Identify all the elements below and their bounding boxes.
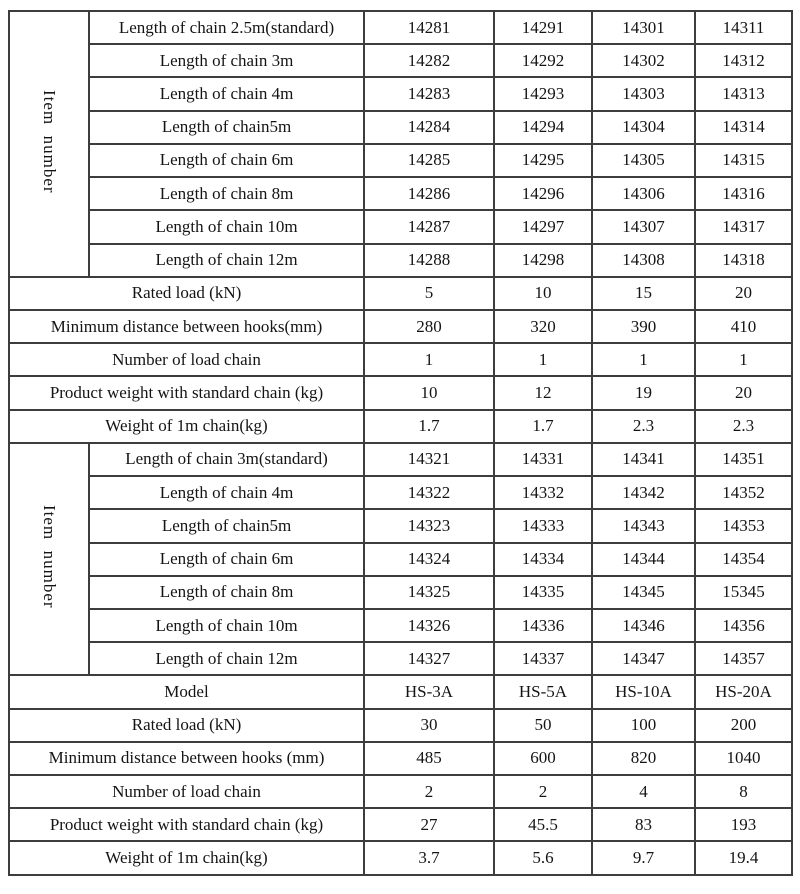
value-cell: 14335 bbox=[494, 576, 592, 609]
item-number-vertical-label: Item number bbox=[40, 89, 59, 194]
value-cell: 14344 bbox=[592, 543, 695, 576]
value-cell: 14316 bbox=[695, 177, 792, 210]
value-cell: 14294 bbox=[494, 111, 592, 144]
value-cell: 20 bbox=[695, 376, 792, 409]
value-cell: 27 bbox=[364, 808, 494, 841]
item-number-vertical-label: Item number bbox=[40, 504, 59, 609]
row-label: Minimum distance between hooks (mm) bbox=[9, 742, 364, 775]
value-cell: 1 bbox=[494, 343, 592, 376]
table-row bbox=[9, 44, 792, 77]
row-label: Length of chain 10m bbox=[89, 210, 364, 243]
value-cell: 14351 bbox=[695, 443, 792, 476]
value-cell: 200 bbox=[695, 709, 792, 742]
table-row bbox=[9, 310, 792, 343]
table-row bbox=[9, 376, 792, 409]
value-cell: 14287 bbox=[364, 210, 494, 243]
value-cell: 14352 bbox=[695, 476, 792, 509]
table-row bbox=[9, 11, 792, 44]
value-cell: 390 bbox=[592, 310, 695, 343]
row-label: Length of chain 6m bbox=[89, 144, 364, 177]
table-row bbox=[9, 642, 792, 675]
value-cell: 45.5 bbox=[494, 808, 592, 841]
value-cell: 14321 bbox=[364, 443, 494, 476]
value-cell: 14315 bbox=[695, 144, 792, 177]
value-cell: HS-5A bbox=[494, 675, 592, 708]
value-cell: 193 bbox=[695, 808, 792, 841]
row-label: Rated load (kN) bbox=[9, 709, 364, 742]
value-cell: 1.7 bbox=[494, 410, 592, 443]
row-label: Product weight with standard chain (kg) bbox=[9, 376, 364, 409]
value-cell: 83 bbox=[592, 808, 695, 841]
value-cell: 14331 bbox=[494, 443, 592, 476]
table-row bbox=[9, 277, 792, 310]
value-cell: 10 bbox=[364, 376, 494, 409]
value-cell: 15345 bbox=[695, 576, 792, 609]
value-cell: 14307 bbox=[592, 210, 695, 243]
table-row bbox=[9, 841, 792, 875]
value-cell: 320 bbox=[494, 310, 592, 343]
value-cell: 14322 bbox=[364, 476, 494, 509]
row-label: Length of chain 12m bbox=[89, 244, 364, 277]
value-cell: 15 bbox=[592, 277, 695, 310]
value-cell: 2.3 bbox=[695, 410, 792, 443]
value-cell: HS-10A bbox=[592, 675, 695, 708]
row-label: Length of chain5m bbox=[89, 509, 364, 542]
value-cell: 14297 bbox=[494, 210, 592, 243]
value-cell: 14327 bbox=[364, 642, 494, 675]
row-label: Rated load (kN) bbox=[9, 277, 364, 310]
value-cell: 14312 bbox=[695, 44, 792, 77]
value-cell: 30 bbox=[364, 709, 494, 742]
item-number-header-cell bbox=[9, 443, 89, 676]
table-row bbox=[9, 77, 792, 110]
value-cell: 14282 bbox=[364, 44, 494, 77]
value-cell: 14326 bbox=[364, 609, 494, 642]
value-cell: 5 bbox=[364, 277, 494, 310]
value-cell: 14295 bbox=[494, 144, 592, 177]
value-cell: 14311 bbox=[695, 11, 792, 44]
row-label: Length of chain 4m bbox=[89, 77, 364, 110]
value-cell: 3.7 bbox=[364, 841, 494, 875]
value-cell: 14334 bbox=[494, 543, 592, 576]
table-row bbox=[9, 244, 792, 277]
value-cell: 14357 bbox=[695, 642, 792, 675]
value-cell: 14345 bbox=[592, 576, 695, 609]
value-cell: 5.6 bbox=[494, 841, 592, 875]
table-row bbox=[9, 576, 792, 609]
value-cell: 14336 bbox=[494, 609, 592, 642]
value-cell: 14303 bbox=[592, 77, 695, 110]
value-cell: 14283 bbox=[364, 77, 494, 110]
value-cell: 1 bbox=[592, 343, 695, 376]
table-row bbox=[9, 808, 792, 841]
row-label: Length of chain 3m bbox=[89, 44, 364, 77]
value-cell: 14318 bbox=[695, 244, 792, 277]
row-label: Length of chain 10m bbox=[89, 609, 364, 642]
value-cell: 14333 bbox=[494, 509, 592, 542]
value-cell: 1 bbox=[364, 343, 494, 376]
value-cell: 14343 bbox=[592, 509, 695, 542]
row-label: Length of chain5m bbox=[89, 111, 364, 144]
table-row bbox=[9, 509, 792, 542]
value-cell: 14353 bbox=[695, 509, 792, 542]
table-row bbox=[9, 742, 792, 775]
value-cell: 14281 bbox=[364, 11, 494, 44]
value-cell: 14304 bbox=[592, 111, 695, 144]
table-row bbox=[9, 210, 792, 243]
row-label: Length of chain 6m bbox=[89, 543, 364, 576]
table-row bbox=[9, 709, 792, 742]
value-cell: 1.7 bbox=[364, 410, 494, 443]
value-cell: 14342 bbox=[592, 476, 695, 509]
value-cell: 14324 bbox=[364, 543, 494, 576]
value-cell: 20 bbox=[695, 277, 792, 310]
value-cell: HS-3A bbox=[364, 675, 494, 708]
table-row bbox=[9, 543, 792, 576]
value-cell: 2.3 bbox=[592, 410, 695, 443]
row-label: Weight of 1m chain(kg) bbox=[9, 410, 364, 443]
item-number-header-cell bbox=[9, 11, 89, 277]
row-label: Length of chain 2.5m(standard) bbox=[89, 11, 364, 44]
value-cell: 14286 bbox=[364, 177, 494, 210]
value-cell: 14337 bbox=[494, 642, 592, 675]
value-cell: 8 bbox=[695, 775, 792, 808]
row-label: Number of load chain bbox=[9, 775, 364, 808]
table-row bbox=[9, 675, 792, 708]
value-cell: 14346 bbox=[592, 609, 695, 642]
row-label: Number of load chain bbox=[9, 343, 364, 376]
value-cell: 9.7 bbox=[592, 841, 695, 875]
value-cell: 1 bbox=[695, 343, 792, 376]
table-row bbox=[9, 410, 792, 443]
value-cell: 14308 bbox=[592, 244, 695, 277]
value-cell: 820 bbox=[592, 742, 695, 775]
value-cell: 100 bbox=[592, 709, 695, 742]
value-cell: 14317 bbox=[695, 210, 792, 243]
value-cell: 14354 bbox=[695, 543, 792, 576]
value-cell: 14301 bbox=[592, 11, 695, 44]
value-cell: 1040 bbox=[695, 742, 792, 775]
table-row bbox=[9, 775, 792, 808]
value-cell: 4 bbox=[592, 775, 695, 808]
value-cell: 14313 bbox=[695, 77, 792, 110]
table-row bbox=[9, 177, 792, 210]
value-cell: 10 bbox=[494, 277, 592, 310]
value-cell: 19.4 bbox=[695, 841, 792, 875]
value-cell: 410 bbox=[695, 310, 792, 343]
value-cell: 14332 bbox=[494, 476, 592, 509]
value-cell: 14323 bbox=[364, 509, 494, 542]
value-cell: 14325 bbox=[364, 576, 494, 609]
row-label: Model bbox=[9, 675, 364, 708]
value-cell: 14296 bbox=[494, 177, 592, 210]
table-row bbox=[9, 443, 792, 476]
value-cell: 14341 bbox=[592, 443, 695, 476]
row-label: Product weight with standard chain (kg) bbox=[9, 808, 364, 841]
row-label: Length of chain 12m bbox=[89, 642, 364, 675]
row-label: Weight of 1m chain(kg) bbox=[9, 841, 364, 875]
value-cell: 14284 bbox=[364, 111, 494, 144]
value-cell: 600 bbox=[494, 742, 592, 775]
row-label: Minimum distance between hooks(mm) bbox=[9, 310, 364, 343]
value-cell: 280 bbox=[364, 310, 494, 343]
table-row bbox=[9, 476, 792, 509]
value-cell: 14302 bbox=[592, 44, 695, 77]
value-cell: 14306 bbox=[592, 177, 695, 210]
table-row bbox=[9, 609, 792, 642]
value-cell: HS-20A bbox=[695, 675, 792, 708]
value-cell: 14291 bbox=[494, 11, 592, 44]
value-cell: 14285 bbox=[364, 144, 494, 177]
table-row bbox=[9, 144, 792, 177]
table-row bbox=[9, 111, 792, 144]
value-cell: 14288 bbox=[364, 244, 494, 277]
value-cell: 14347 bbox=[592, 642, 695, 675]
value-cell: 2 bbox=[494, 775, 592, 808]
value-cell: 12 bbox=[494, 376, 592, 409]
product-spec-table bbox=[8, 10, 793, 876]
table-row bbox=[9, 343, 792, 376]
value-cell: 50 bbox=[494, 709, 592, 742]
value-cell: 14298 bbox=[494, 244, 592, 277]
value-cell: 14293 bbox=[494, 77, 592, 110]
row-label: Length of chain 3m(standard) bbox=[89, 443, 364, 476]
value-cell: 14314 bbox=[695, 111, 792, 144]
value-cell: 2 bbox=[364, 775, 494, 808]
row-label: Length of chain 4m bbox=[89, 476, 364, 509]
row-label: Length of chain 8m bbox=[89, 177, 364, 210]
value-cell: 19 bbox=[592, 376, 695, 409]
row-label: Length of chain 8m bbox=[89, 576, 364, 609]
value-cell: 485 bbox=[364, 742, 494, 775]
value-cell: 14305 bbox=[592, 144, 695, 177]
value-cell: 14292 bbox=[494, 44, 592, 77]
value-cell: 14356 bbox=[695, 609, 792, 642]
